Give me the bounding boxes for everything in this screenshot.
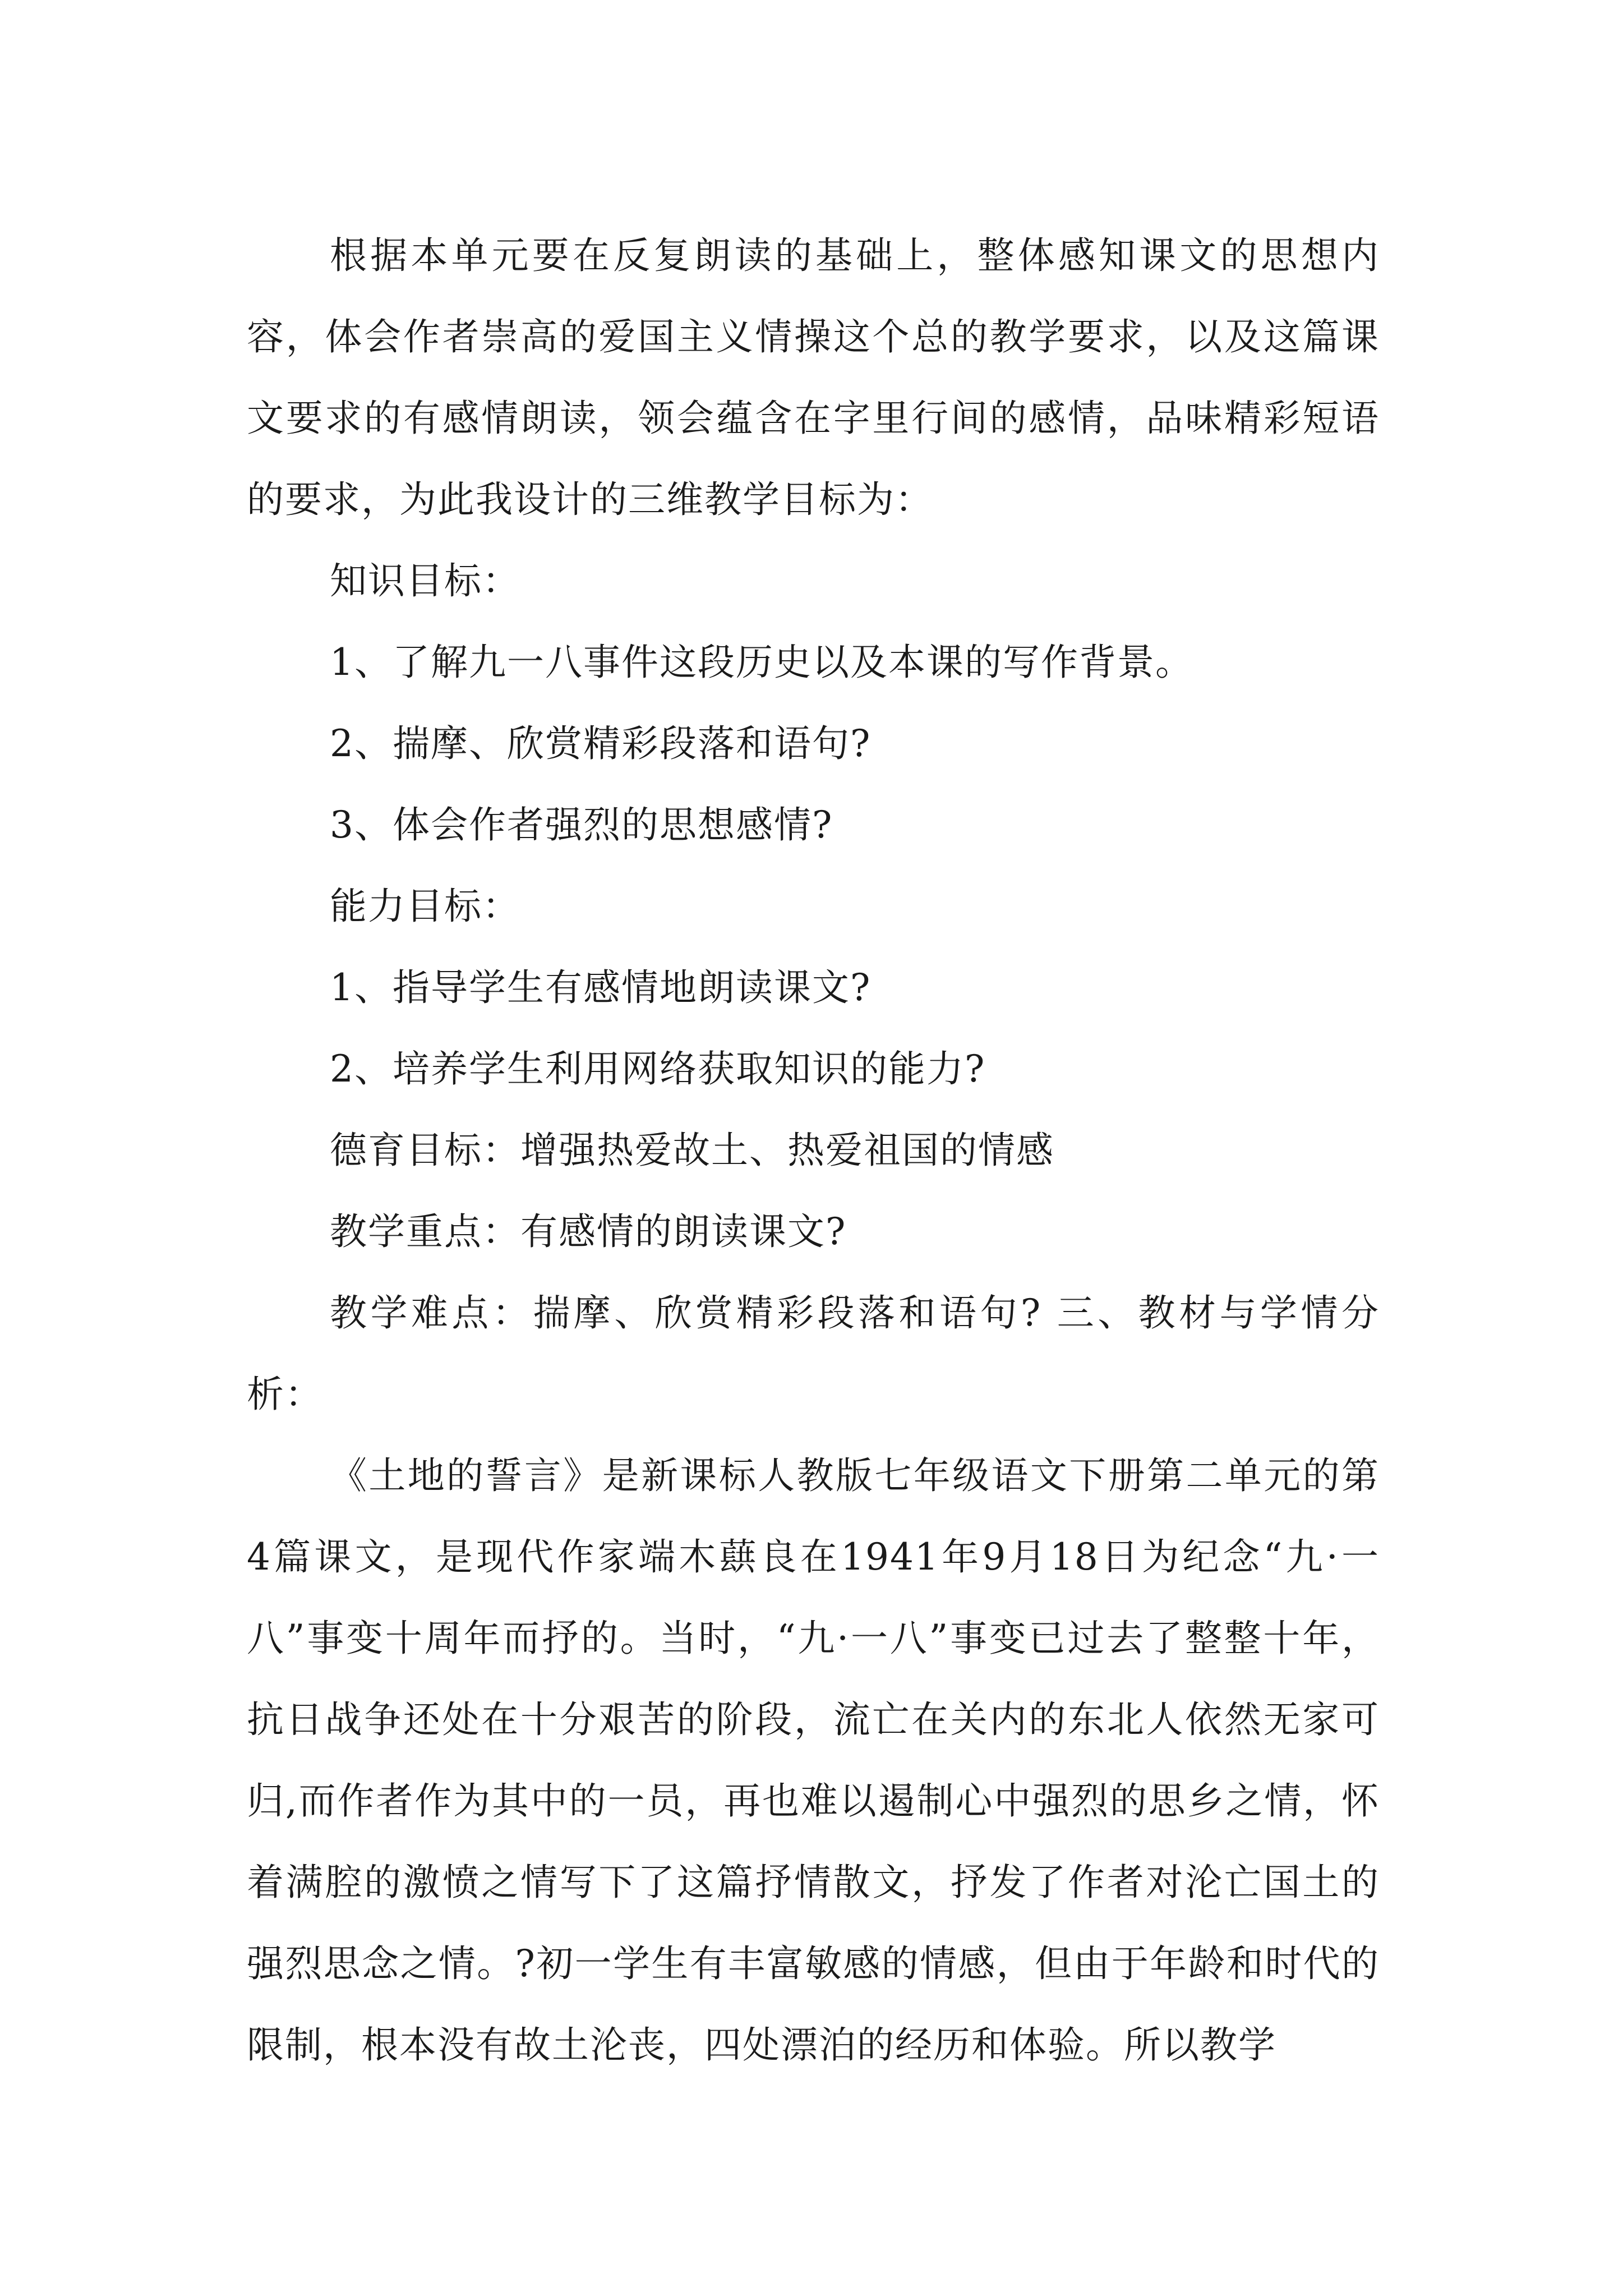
teaching-difficulty: 教学难点：揣摩、欣赏精彩段落和语句? 三、教材与学情分析： <box>247 1291 1380 1416</box>
moral-goal-paragraph: 德育目标：增强热爱故土、热爱祖国的情感 <box>330 1129 1054 1172</box>
knowledge-goals-heading: 知识目标： <box>330 559 520 602</box>
knowledge-goal-item: 2、揣摩、欣赏精彩段落和语句? <box>330 722 872 765</box>
document-body <box>247 215 1380 2086</box>
ability-goal-item: 2、培养学生利用网络获取知识的能力? <box>330 1047 986 1091</box>
knowledge-goal-item: 3、体会作者强烈的思想感情? <box>330 803 833 846</box>
knowledge-goal-item: 1、了解九一八事件这段历史以及本课的写作背景。 <box>330 641 1193 684</box>
intro-paragraph: 根据本单元要在反复朗读的基础上，整体感知课文的思想内容，体会作者崇高的爱国主义情操这个总的教学要求，以及这篇课文要求的有感情朗读，领会蕴含在字里行间的感情，品味精彩短语的要求，为此我设计的三维教学目标为： <box>247 234 1380 521</box>
teaching-key-point: 教学重点：有感情的朗读课文? <box>330 1210 847 1253</box>
ability-goal-item: 1、指导学生有感情地朗读课文? <box>330 966 872 1009</box>
textbook-analysis-paragraph: 《土地的誓言》是新课标人教版七年级语文下册第二单元的第4篇课文，是现代作家端木蕻良在1941年9月18日为纪念“九·一八”事变十周年而抒的。当时，“九·一八”事变已过去了整整十年，抗日战争还处在十分艰苦的阶段，流亡在关内的东北人依然无家可归,而作者作为其中的一员，再也难以遏制心中强烈的思乡之情，怀着满腔的激愤之情写下了这篇抒情散文，抒发了作者对沦亡国土的强烈思念之情。?初一学生有丰富敏感的情感，但由于年龄和时代的限制，根本没有故土沦丧，四处漂泊的经历和体验。所以教学 <box>247 1454 1380 2067</box>
ability-goals-heading: 能力目标： <box>330 885 520 928</box>
